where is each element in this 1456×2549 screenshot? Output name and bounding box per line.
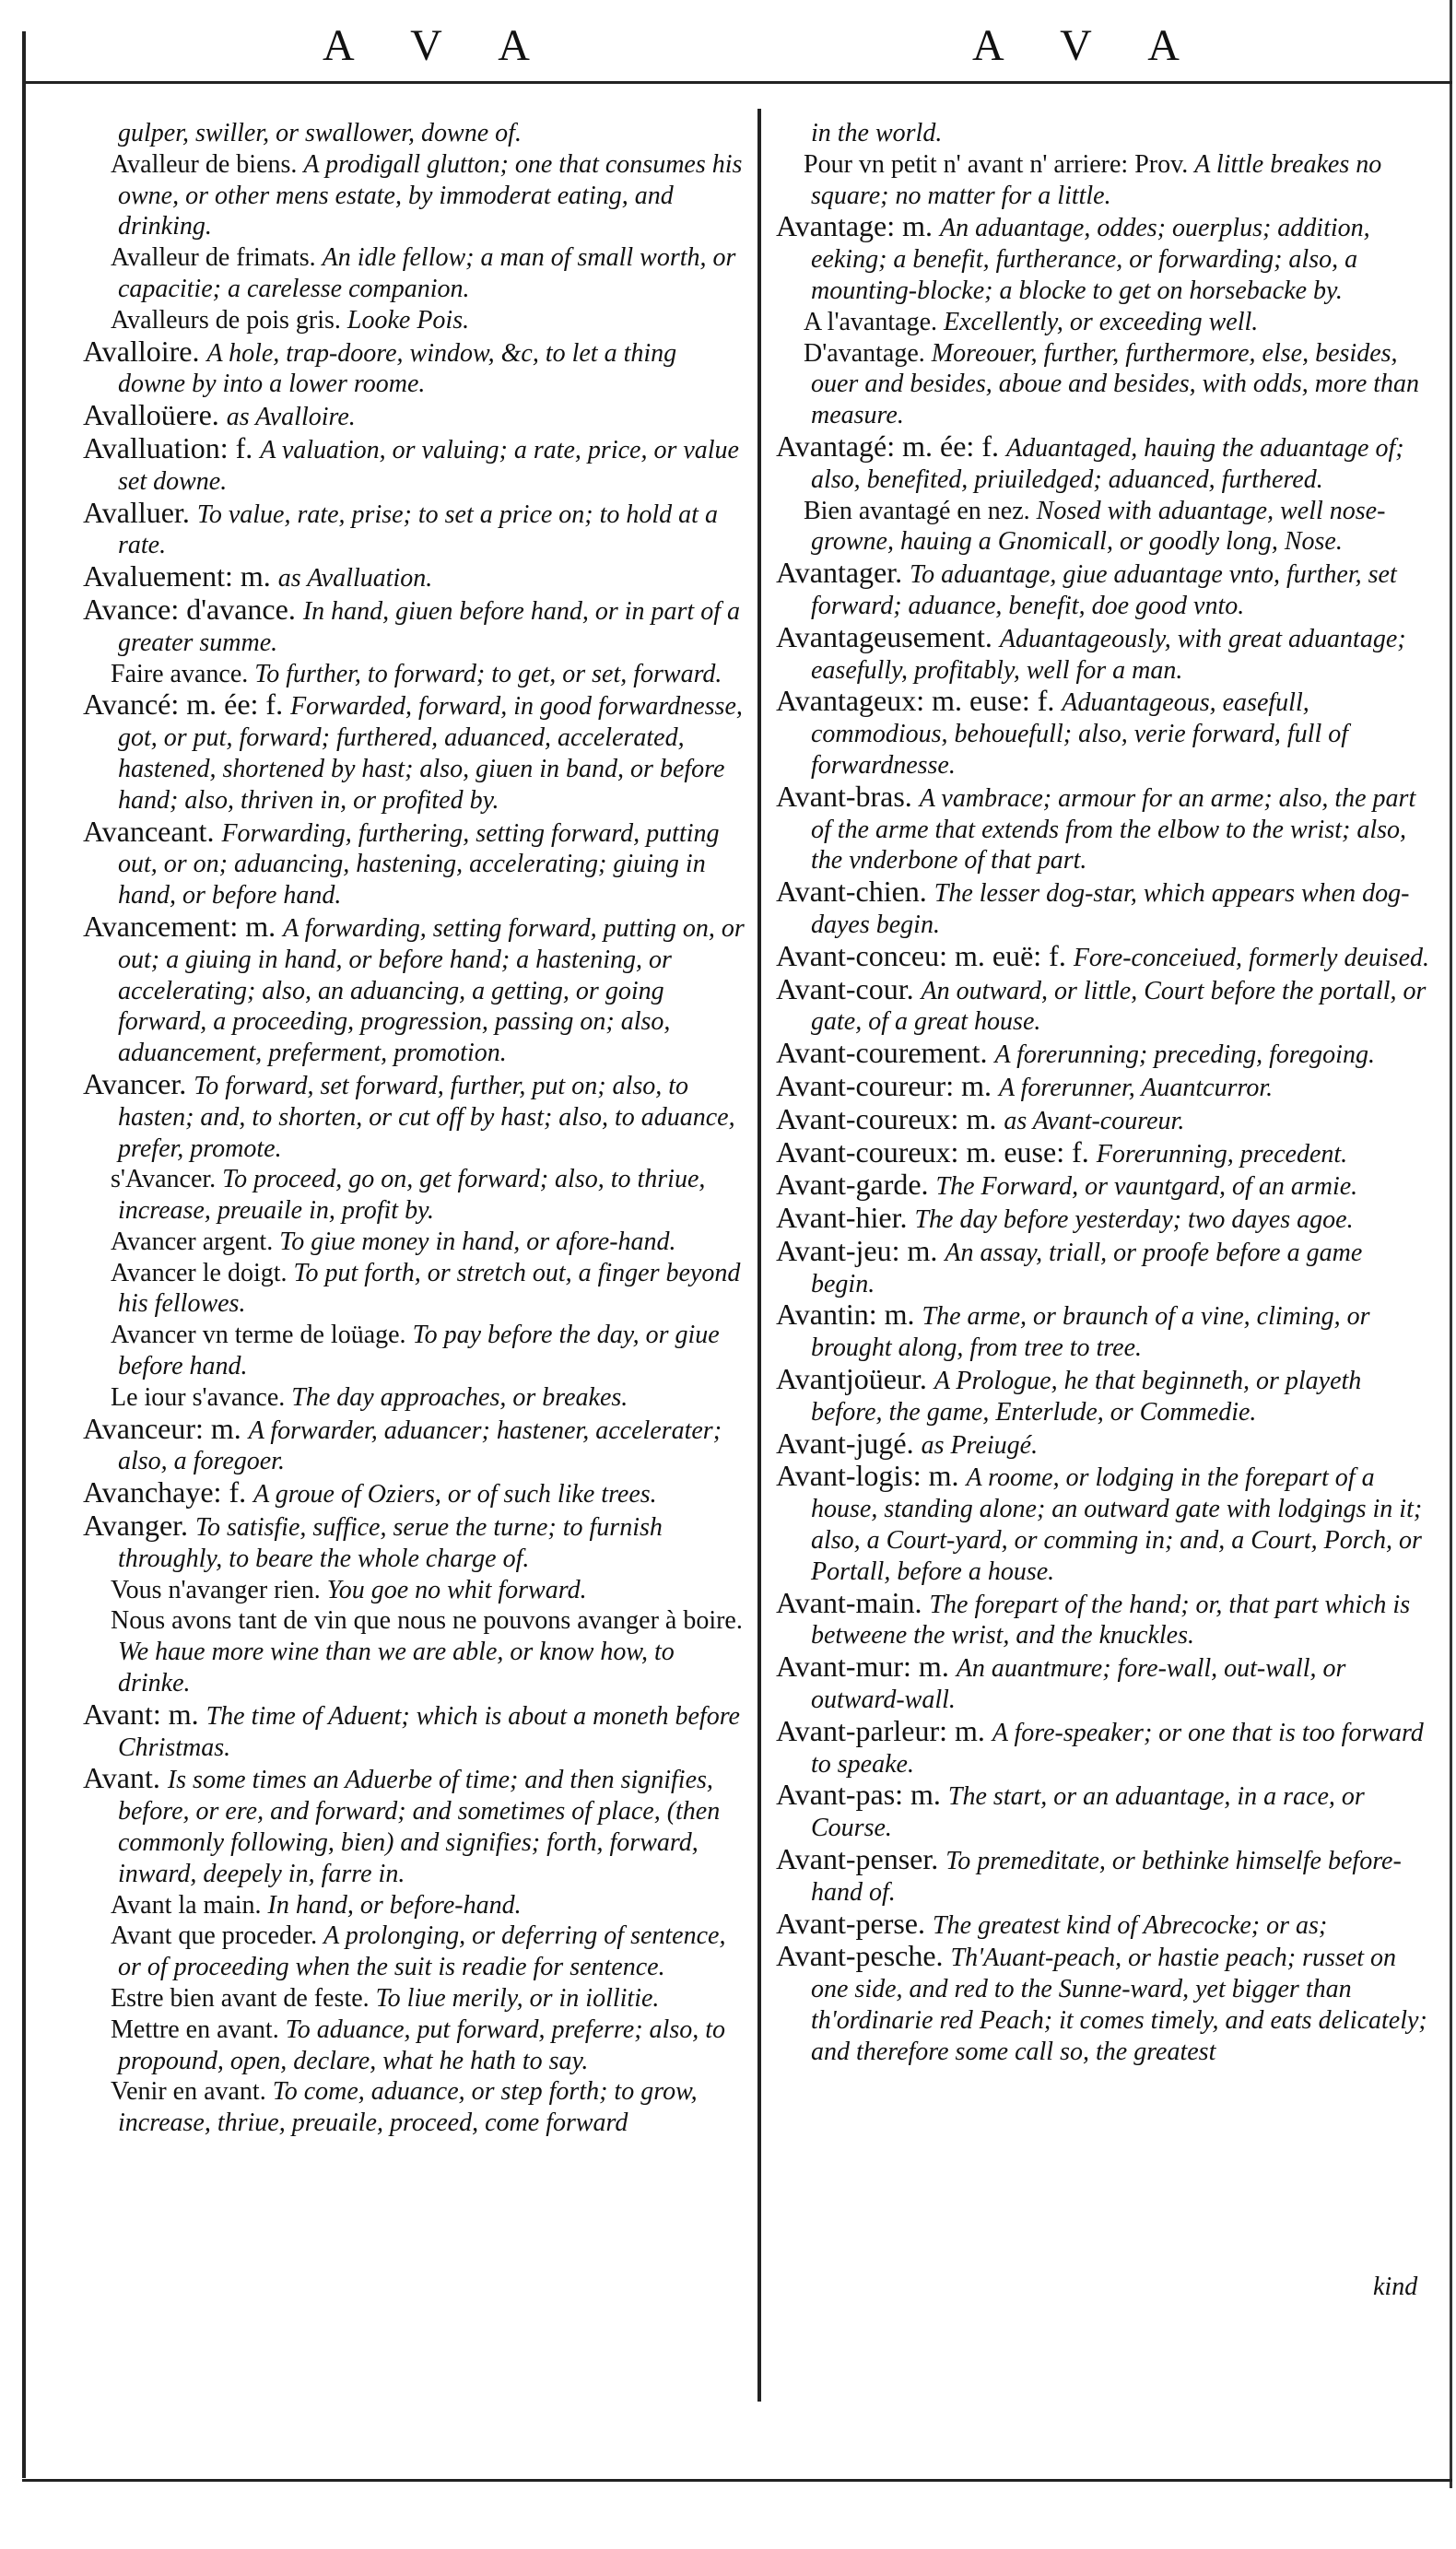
entry-headword: Avant: m. bbox=[83, 1697, 206, 1731]
dictionary-entry bbox=[83, 1227, 746, 1258]
entry-definition: In hand, or before-hand. bbox=[267, 1890, 522, 1920]
entry-definition: The day approaches, or breakes. bbox=[291, 1382, 628, 1412]
dictionary-entry bbox=[776, 1461, 1432, 1587]
entry-headword: Avanceant. bbox=[83, 814, 222, 848]
dictionary-entry bbox=[83, 1382, 746, 1414]
entry-headword: Avant-hier. bbox=[776, 1201, 915, 1235]
dictionary-entry bbox=[776, 1844, 1432, 1909]
entry-definition: Is some times an Aduerbe of time; and then signifies, before, or ere, and forward; and sometimes of place, (then commonly following, bien) and signifies; forth, forward, inward, deepely in, farre in. bbox=[118, 1766, 721, 1888]
entry-headword: Avanceur: m. bbox=[83, 1411, 249, 1445]
entry-definition: A little breakes no square; no matter for a little. bbox=[811, 149, 1382, 210]
entry-definition: as Preiugé. bbox=[921, 1430, 1039, 1460]
entry-definition: To pay before the day, or giue before hand. bbox=[118, 1321, 720, 1381]
dictionary-entry bbox=[776, 307, 1432, 338]
dictionary-entry bbox=[83, 1983, 746, 2015]
dictionary-entry bbox=[83, 1258, 746, 1321]
entry-headword: Avant-coureur: m. bbox=[776, 1068, 999, 1102]
dictionary-entry bbox=[83, 1763, 746, 1889]
entry-definition: You goe no whit forward. bbox=[326, 1575, 587, 1604]
entry-headword: Avant la main. bbox=[111, 1890, 268, 1920]
entry-headword: D'avantage. bbox=[804, 338, 932, 368]
entry-headword: A l'avantage. bbox=[804, 307, 944, 336]
entry-definition: A forwarder, aduancer; hastener, accelerater; also, a foregoer. bbox=[118, 1415, 722, 1476]
entry-headword: Avant-logis: m. bbox=[776, 1459, 967, 1493]
dictionary-entry bbox=[776, 971, 1432, 1039]
entry-headword: Avant-cour. bbox=[776, 971, 922, 1005]
column-divider bbox=[757, 109, 761, 2402]
right-column bbox=[776, 118, 1432, 2068]
dictionary-entry bbox=[83, 561, 746, 594]
dictionary-entry bbox=[776, 1101, 1432, 1137]
entry-headword: Avant-parleur: m. bbox=[776, 1713, 992, 1747]
entry-definition: An outward, or little, Court before the portall, or gate, of a great house. bbox=[811, 976, 1427, 1037]
entry-definition: To value, rate, prise; to set a price on; to hold at a rate. bbox=[118, 499, 718, 560]
entry-definition: To premeditate, or bethinke himselfe before-hand of. bbox=[811, 1847, 1402, 1907]
entry-definition: To aduantage, giue aduantage vnto, further, set forward; aduance, benefit, doe good vnto. bbox=[811, 560, 1397, 620]
entry-definition: Fore-conceiued, formerly deuised. bbox=[1073, 943, 1429, 972]
entry-headword: Avant-conceu: m. euë: f. bbox=[776, 938, 1074, 972]
entry-headword: Avalleurs de pois gris. bbox=[111, 305, 347, 335]
entry-headword: Vous n'avanger rien. bbox=[111, 1575, 327, 1604]
entry-headword: Avant-coureux: m. bbox=[776, 1101, 1004, 1135]
entry-headword: Avancer. bbox=[83, 1066, 194, 1100]
entry-headword: Avant-jeu: m. bbox=[776, 1233, 945, 1267]
dictionary-entry bbox=[776, 1299, 1432, 1364]
page-border-left bbox=[22, 31, 26, 2478]
entry-definition: An assay, triall, or proofe before a game begin. bbox=[811, 1238, 1363, 1298]
dictionary-entry bbox=[776, 1233, 1432, 1300]
dictionary-entry bbox=[776, 1585, 1432, 1652]
dictionary-entry bbox=[776, 211, 1432, 306]
entry-definition: Forwarded, forward, in good forwardnesse, got, or put, forward; furthered, aduanced, accelerated, hastened, shortened by hast; also, giuen in band, or before hand; also, thriven in, or profited by. bbox=[118, 692, 743, 815]
dictionary-entry bbox=[776, 118, 1432, 149]
entry-definition: Moreouer, further, furthermore, else, besides, ouer and besides, aboue and besides, with odds, more than measure. bbox=[811, 338, 1420, 430]
entry-definition: To put forth, or stretch out, a finger beyond his fellowes. bbox=[118, 1258, 741, 1319]
entry-headword: Avant-bras. bbox=[776, 779, 920, 813]
entry-headword: Avancement: m. bbox=[83, 909, 284, 943]
entry-definition: In hand, giuen before hand, or in part of a greater summe. bbox=[118, 596, 740, 657]
entry-definition: Forwarding, furthering, setting forward, putting out, or on; aduancing, hastening, accelerating; giuing in hand, or before hand. bbox=[118, 818, 720, 910]
entry-headword: Avalloire. bbox=[83, 334, 207, 368]
entry-headword: Estre bien avant de feste. bbox=[111, 1984, 376, 2014]
dictionary-entry bbox=[83, 689, 746, 816]
entry-headword: Nous avons tant de vin que nous ne pouvons avanger à boire. bbox=[111, 1606, 743, 1636]
entry-definition: Forerunning, precedent. bbox=[1096, 1139, 1348, 1169]
dictionary-entry bbox=[776, 338, 1432, 431]
entry-headword: Avant. bbox=[83, 1761, 168, 1795]
entry-definition: To forward, set forward, further, put on; also, to hasten; and, to shorten, or cut off by hast; also, to aduance, prefer, promote. bbox=[118, 1071, 735, 1163]
dictionary-entry bbox=[776, 686, 1432, 781]
entry-headword: Avant-coureux: m. euse: f. bbox=[776, 1134, 1097, 1169]
entry-headword: Avanger. bbox=[83, 1509, 196, 1543]
entry-definition: The time of Aduent; which is about a moneth before Christmas. bbox=[118, 1701, 740, 1762]
entry-headword: Pour vn petit n' avant n' arriere: Prov. bbox=[804, 149, 1195, 179]
entry-headword: Avalleur de biens. bbox=[111, 149, 304, 179]
entry-headword: Avalluer. bbox=[83, 495, 197, 529]
entry-headword: Avaluement: m. bbox=[83, 559, 278, 593]
entry-headword: s'Avancer. bbox=[111, 1165, 223, 1194]
entry-headword: Avancer le doigt. bbox=[111, 1258, 294, 1287]
dictionary-entry bbox=[83, 1477, 746, 1510]
entry-definition: gulper, swiller, or swallower, downe of. bbox=[118, 119, 522, 147]
entry-definition: The lesser dog-star, which appears when dog-dayes begin. bbox=[811, 879, 1410, 939]
entry-headword: Avantin: m. bbox=[776, 1298, 922, 1332]
entry-definition: in the world. bbox=[811, 119, 943, 147]
entry-definition: To aduance, put forward, preferre; also, to propound, open, declare, what he hath to say. bbox=[118, 2015, 726, 2075]
entry-definition: as Avalloire. bbox=[226, 403, 356, 432]
entry-headword: Avant-chien. bbox=[776, 875, 934, 909]
dictionary-entry bbox=[776, 1203, 1432, 1236]
dictionary-entry bbox=[83, 118, 746, 149]
dictionary-entry bbox=[83, 594, 746, 659]
dictionary-entry bbox=[83, 659, 746, 690]
entry-definition: The Forward, or vauntgard, of an armie. bbox=[935, 1172, 1358, 1202]
dictionary-entry bbox=[83, 1066, 746, 1164]
dictionary-entry bbox=[776, 619, 1432, 687]
entry-headword: Avalloüere. bbox=[83, 398, 227, 432]
entry-headword: Avant-jugé. bbox=[776, 1426, 922, 1460]
entry-definition: Nosed with aduantage, well nose-growne, hauing a Gnomicall, or goodly long, Nose. bbox=[811, 496, 1386, 557]
dictionary-entry bbox=[83, 1699, 746, 1764]
dictionary-entry bbox=[83, 2015, 746, 2077]
dictionary-entry bbox=[83, 1921, 746, 1983]
entry-definition: An auantmure; fore-wall, out-wall, or outward-wall. bbox=[811, 1654, 1346, 1715]
entry-headword: Avalluation: f. bbox=[83, 430, 261, 464]
dictionary-entry bbox=[83, 305, 746, 336]
entry-definition: A Prologue, he that beginneth, or playeth before, the game, Enterlude, or Commedie. bbox=[811, 1367, 1362, 1427]
entry-definition: Excellently, or exceeding well. bbox=[944, 307, 1259, 336]
entry-definition: The start, or an aduantage, in a race, or Course. bbox=[811, 1782, 1365, 1843]
entry-headword: Avant-mur: m. bbox=[776, 1650, 957, 1684]
dictionary-entry bbox=[776, 1134, 1432, 1170]
dictionary-entry bbox=[776, 1169, 1432, 1203]
dictionary-entry bbox=[776, 1038, 1432, 1071]
entry-definition: A vambrace; armour for an arme; also, the part of the arme that extends from the elbow to the wrist; also, the vnderbone of that part. bbox=[811, 783, 1416, 875]
entry-headword: Avant-perse. bbox=[776, 1906, 933, 1940]
entry-headword: Avancer vn terme de loüage. bbox=[111, 1321, 413, 1350]
entry-definition: Aduantageously, with great aduantage; easefully, profitably, well for a man. bbox=[811, 624, 1406, 685]
entry-headword: Avant-pas: m. bbox=[776, 1778, 948, 1812]
entry-definition: The day before yesterday; two dayes agoe. bbox=[914, 1205, 1354, 1235]
dictionary-entry bbox=[83, 1411, 746, 1478]
entry-headword: Avance: d'avance. bbox=[83, 592, 303, 626]
running-head-left: A V A bbox=[323, 21, 554, 70]
entry-definition: A fore-speaker; or one that is too forward to speake. bbox=[811, 1718, 1424, 1779]
entry-definition: as Avalluation. bbox=[277, 564, 433, 593]
entry-headword: Avantageux: m. euse: f. bbox=[776, 684, 1063, 718]
dictionary-entry bbox=[83, 1890, 746, 1921]
entry-definition: A valuation, or valuing; a rate, price, or value set downe. bbox=[118, 435, 739, 496]
left-column bbox=[83, 118, 746, 2139]
dictionary-entry bbox=[83, 816, 746, 911]
entry-headword: Faire avance. bbox=[111, 659, 255, 688]
entry-definition: A forerunning; preceding, foregoing. bbox=[994, 1040, 1375, 1070]
entry-headword: Avant-penser. bbox=[776, 1842, 946, 1876]
dictionary-entry bbox=[776, 1651, 1432, 1716]
dictionary-entry bbox=[83, 911, 746, 1069]
dictionary-entry bbox=[776, 1068, 1432, 1104]
entry-headword: Venir en avant. bbox=[111, 2077, 273, 2107]
dictionary-entry bbox=[83, 149, 746, 242]
entry-definition: An idle fellow; a man of small worth, or capacitie; a carelesse companion. bbox=[118, 243, 736, 303]
entry-definition: To satisfie, suffice, serue the turne; to furnish throughly, to beare the whole charge of. bbox=[118, 1513, 663, 1573]
dictionary-entry bbox=[83, 2076, 746, 2139]
entry-definition: To come, aduance, or step forth; to grow, increase, thriue, preuaile, proceed, come forward bbox=[118, 2077, 698, 2138]
entry-definition: An aduantage, oddes; ouerplus; addition, eeking; a benefit, furtherance, or forwarding; also, a mounting-blocke; a blocke to get on horsebacke by. bbox=[811, 214, 1370, 305]
entry-definition: Looke Pois. bbox=[346, 305, 470, 335]
dictionary-entry bbox=[776, 496, 1432, 558]
entry-definition: To liue merily, or in iollitie. bbox=[375, 1984, 660, 2014]
entry-definition: The greatest kind of Abrecocke; or as; bbox=[933, 1910, 1328, 1940]
running-head-right: A V A bbox=[972, 21, 1204, 70]
entry-headword: Avant-garde. bbox=[776, 1168, 936, 1202]
dictionary-entry bbox=[83, 1510, 746, 1575]
entry-definition: To proceed, go on, get forward; also, to thriue, increase, preuaile in, profit by. bbox=[118, 1165, 706, 1226]
dictionary-entry bbox=[776, 876, 1432, 941]
dictionary-entry bbox=[83, 1605, 746, 1698]
footer-rule bbox=[22, 2479, 1452, 2482]
entry-definition: A prodigall glutton; one that consumes his owne, or other mens estate, by immoderat eating, and drinking. bbox=[118, 149, 743, 241]
dictionary-entry bbox=[776, 1428, 1432, 1462]
entry-definition: Th'Auant-peach, or hastie peach; russet on one side, and red to the Sunne-ward, yet bigger than th'ordinarie red Peach; it comes timely, and eats delicately; and therefore some call so, the greatest bbox=[811, 1944, 1427, 2066]
entry-definition: as Avant-coureur. bbox=[1004, 1106, 1185, 1135]
entry-definition: A forwarding, setting forward, putting on, or out; a giuing in hand, or before hand; a hastening, or accelerating; also, an aduancing, a getting, or going forward, a proceeding, progression, passing on; also, aduancement, preferment, promotion. bbox=[118, 913, 745, 1068]
dictionary-entry bbox=[83, 336, 746, 401]
dictionary-entry bbox=[776, 1941, 1432, 2067]
entry-definition: A groue of Oziers, or of such like trees. bbox=[253, 1480, 657, 1509]
entry-definition: A prolonging, or deferring of sentence, or of proceeding when the suit is readie for sentence. bbox=[118, 1921, 726, 1982]
dictionary-entry bbox=[83, 1320, 746, 1382]
entry-definition: To giue money in hand, or afore-hand. bbox=[279, 1227, 676, 1256]
entry-headword: Avancer argent. bbox=[111, 1227, 280, 1256]
entry-headword: Le iour s'avance. bbox=[111, 1382, 292, 1412]
entry-headword: Mettre en avant. bbox=[111, 2015, 286, 2044]
entry-headword: Avanchaye: f. bbox=[83, 1475, 254, 1509]
dictionary-entry bbox=[83, 495, 746, 562]
entry-definition: A forerunner, Auantcurror. bbox=[998, 1073, 1274, 1102]
dictionary-entry bbox=[83, 242, 746, 305]
page-border-right bbox=[1450, 0, 1452, 2488]
entry-headword: Avantageusement. bbox=[776, 619, 1000, 653]
dictionary-entry bbox=[776, 1364, 1432, 1428]
dictionary-entry bbox=[83, 430, 746, 498]
entry-headword: Avantjoüeur. bbox=[776, 1362, 934, 1396]
entry-headword: Avantagé: m. ée: f. bbox=[776, 429, 1006, 463]
entry-headword: Bien avantagé en nez. bbox=[804, 496, 1037, 525]
entry-definition: We haue more wine than we are able, or know how, to drinke. bbox=[118, 1638, 675, 1698]
entry-definition: A hole, trap-doore, window, &c, to let a thing downe by into a lower roome. bbox=[118, 338, 677, 399]
entry-definition: The forepart of the hand; or, that part which is betweene the wrist, and the knuckles. bbox=[811, 1590, 1411, 1650]
dictionary-entry bbox=[83, 1164, 746, 1227]
entry-headword: Avalleur de frimats. bbox=[111, 243, 323, 273]
header-rule bbox=[22, 81, 1452, 84]
dictionary-entry bbox=[776, 558, 1432, 622]
dictionary-entry bbox=[776, 431, 1432, 496]
entry-definition: To further, to forward; to get, or set, forward. bbox=[254, 659, 722, 688]
dictionary-entry bbox=[776, 1780, 1432, 1844]
dictionary-entry bbox=[83, 400, 746, 433]
entry-headword: Avantager. bbox=[776, 556, 910, 590]
entry-definition: Aduantaged, hauing the aduantage of; also, benefited, priuiledged; aduanced, furthered. bbox=[811, 433, 1404, 494]
entry-headword: Avancé: m. ée: f. bbox=[83, 687, 291, 722]
entry-definition: A roome, or lodging in the forepart of a house, standing alone; an outward gate with lodgings in it; also, a Court-yard, or comming in; and, a Court, Porch, or Portall, before a house. bbox=[811, 1463, 1423, 1586]
entry-headword: Avantage: m. bbox=[776, 209, 941, 243]
entry-headword: Avant-pesche. bbox=[776, 1939, 951, 1973]
dictionary-entry bbox=[83, 1575, 746, 1606]
catchword: kind bbox=[1373, 2273, 1418, 2301]
dictionary-entry bbox=[776, 1906, 1432, 1942]
dictionary-entry bbox=[776, 938, 1432, 974]
entry-definition: Aduantageous, easefull, commodious, behouefull; also, verie forward, full of forwardnesse. bbox=[811, 688, 1349, 780]
dictionary-entry bbox=[776, 1713, 1432, 1780]
dictionary-entry bbox=[776, 781, 1432, 876]
entry-headword: Avant que proceder. bbox=[111, 1921, 324, 1951]
dictionary-entry bbox=[776, 149, 1432, 212]
entry-headword: Avant-courement. bbox=[776, 1036, 995, 1070]
entry-headword: Avant-main. bbox=[776, 1585, 930, 1619]
entry-definition: The arme, or braunch of a vine, climing, or brought along, from tree to tree. bbox=[811, 1302, 1370, 1363]
